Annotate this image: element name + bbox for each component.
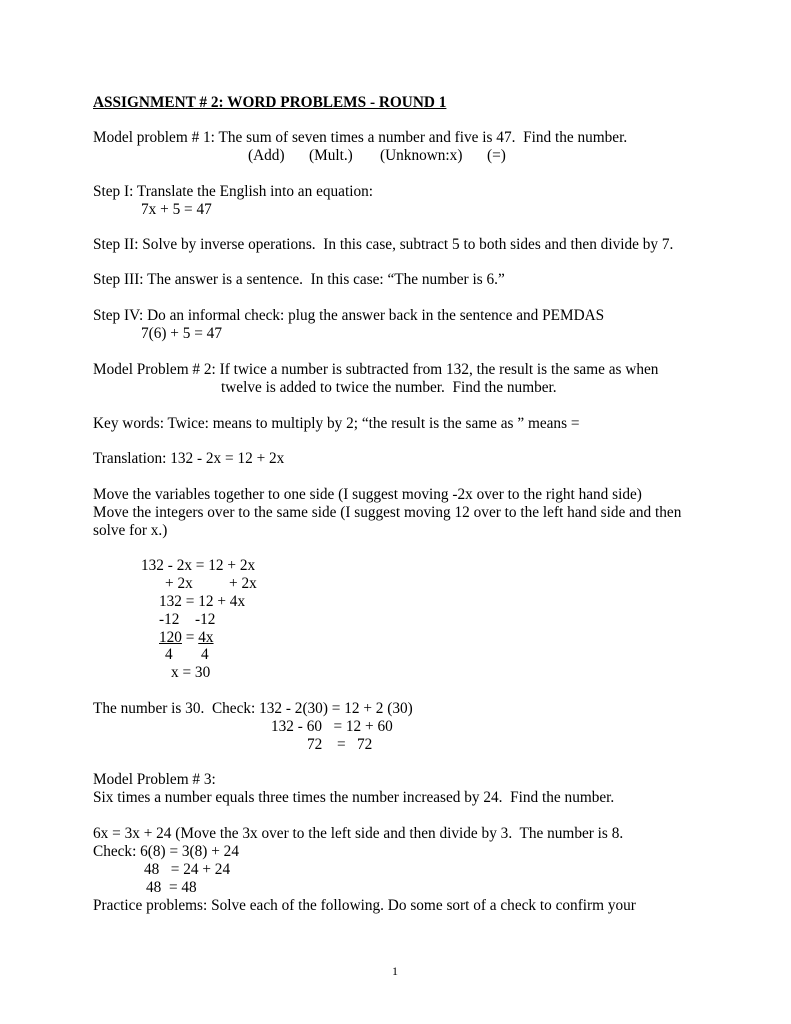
model-problem-1-statement: Model problem # 1: The sum of seven times a number and five is 47. Find the number. <box>93 129 628 146</box>
check-line-1: The number is 30. Check: 132 - 2(30) = 12 + 2 (30) <box>93 700 413 717</box>
model-problem-3-check-3: 48 = 48 <box>146 879 197 896</box>
work-line-2-left: + 2x <box>165 575 193 592</box>
step-1: Step I: Translate the English into an equation: <box>93 183 373 200</box>
operation-label-add: (Add) <box>248 147 285 164</box>
work-line-2-right: + 2x <box>229 575 257 592</box>
check-line-3-right: 72 <box>357 736 373 753</box>
step-3: Step III: The answer is a sentence. In this case: “The number is 6.” <box>93 271 505 288</box>
step-4-equation: 7(6) + 5 = 47 <box>141 325 222 342</box>
check-line-2: 132 - 60 = 12 + 60 <box>271 718 393 735</box>
work-line-6-left: 4 <box>165 646 173 663</box>
model-problem-2-statement: Model Problem # 2: If twice a number is subtracted from 132, the result is the same as when <box>93 361 659 378</box>
operation-label-equals: (=) <box>487 147 506 164</box>
model-problem-3-heading: Model Problem # 3: <box>93 771 216 788</box>
work-line-1: 132 - 2x = 12 + 2x <box>141 557 256 574</box>
move-integers-text-cont: solve for x.) <box>93 522 168 539</box>
step-1-equation: 7x + 5 = 47 <box>141 201 212 218</box>
work-line-4-left: -12 <box>159 611 180 628</box>
page-number: 1 <box>392 964 398 978</box>
work-line-7: x = 30 <box>171 664 211 681</box>
model-problem-2-statement-cont: twelve is added to twice the number. Find the number. <box>221 379 557 396</box>
page-title: ASSIGNMENT # 2: WORD PROBLEMS - ROUND 1 <box>93 94 447 111</box>
work-line-6-right: 4 <box>201 646 209 663</box>
step-2: Step II: Solve by inverse operations. In this case, subtract 5 to both sides and then divide by 7. <box>93 236 674 253</box>
operation-label-mult: (Mult.) <box>309 147 353 164</box>
practice-problems-intro: Practice problems: Solve each of the following. Do some sort of a check to confirm your <box>93 897 636 914</box>
work-line-5-equals: = <box>181 629 199 646</box>
check-line-3-equals: = <box>337 736 346 753</box>
step-4: Step IV: Do an informal check: plug the answer back in the sentence and PEMDAS <box>93 307 605 324</box>
translation: Translation: 132 - 2x = 12 + 2x <box>93 450 285 467</box>
move-variables-text: Move the variables together to one side (I suggest moving -2x over to the right hand side) <box>93 486 642 503</box>
check-line-3-left: 72 <box>307 736 323 753</box>
work-line-4-right: -12 <box>195 611 216 628</box>
work-line-5-numerator-left: 120 <box>159 629 182 646</box>
key-words: Key words: Twice: means to multiply by 2; “the result is the same as ” means = <box>93 415 580 432</box>
work-line-5 <box>159 629 214 647</box>
operation-label-unknown: (Unknown:x) <box>380 147 463 164</box>
work-line-3: 132 = 12 + 4x <box>159 593 246 610</box>
model-problem-3-statement: Six times a number equals three times the number increased by 24. Find the number. <box>93 789 615 806</box>
model-problem-3-check-2: 48 = 24 + 24 <box>144 861 231 878</box>
model-problem-3-check-1: Check: 6(8) = 3(8) + 24 <box>93 843 239 860</box>
model-problem-3-solution: 6x = 3x + 24 (Move the 3x over to the left side and then divide by 3. The number is 8. <box>93 825 624 842</box>
work-line-5-numerator-right: 4x <box>198 629 214 646</box>
move-integers-text: Move the integers over to the same side (I suggest moving 12 over to the left hand side and then <box>93 504 682 521</box>
